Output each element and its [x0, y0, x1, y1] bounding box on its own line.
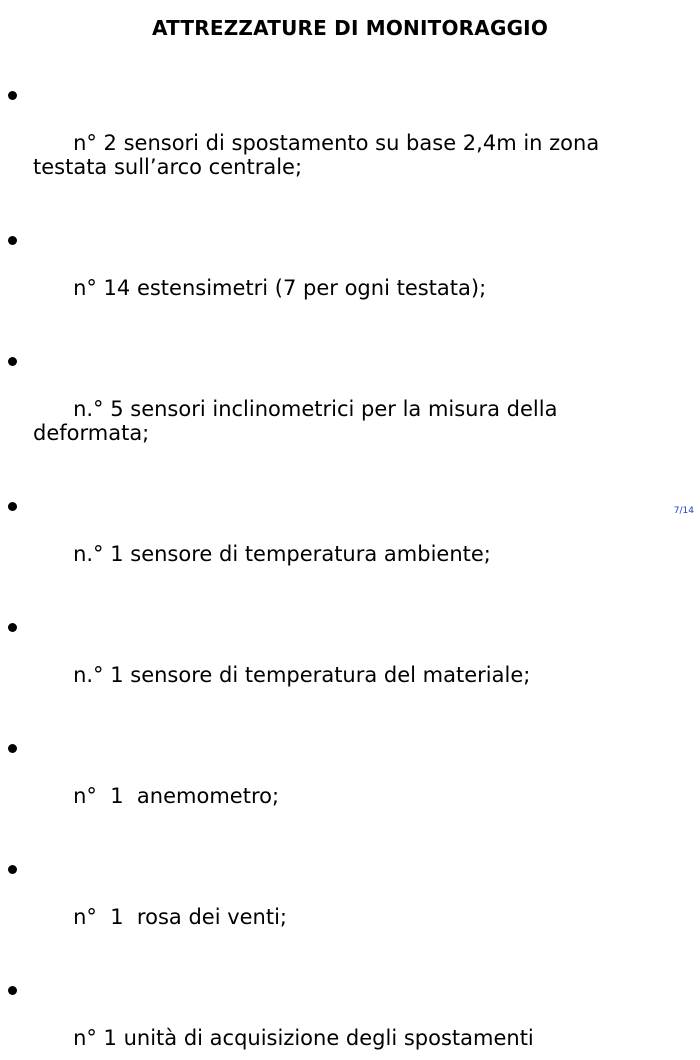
list-item-text: n° 1 anemometro; [73, 784, 280, 808]
list-item [0, 978, 700, 1060]
bullet-dot-icon [8, 623, 17, 632]
bullet-list [0, 83, 700, 1060]
list-item-text: n.° 1 sensore di temperatura ambiente; [73, 542, 491, 566]
list-item-text: n° 1 unità di acquisizione degli spostamenti [73, 1026, 534, 1050]
bullet-dot-icon [8, 236, 17, 245]
bullet-dot-icon [8, 91, 17, 100]
list-item [0, 349, 700, 469]
list-item [0, 228, 700, 324]
list-item-text: n.° 5 sensori inclinometrici per la misura della deformata; [33, 397, 565, 445]
list-item [0, 615, 700, 711]
list-item [0, 494, 700, 590]
list-item-text: n° 1 rosa dei venti; [73, 905, 287, 929]
bullet-dot-icon [8, 865, 17, 874]
list-item-text: n° 2 sensori di spostamento su base 2,4m in zona testata sull’arco centrale; [33, 131, 606, 179]
slide-title: ATTREZZATURE DI MONITORAGGIO [151, 16, 549, 40]
bullet-dot-icon [8, 357, 17, 366]
list-item-text: n.° 1 sensore di temperatura del materiale; [73, 663, 531, 687]
list-item-text: n° 14 estensimetri (7 per ogni testata); [73, 276, 487, 300]
page-number: 7/14 [673, 506, 694, 516]
bullet-dot-icon [8, 502, 17, 511]
list-item [0, 83, 700, 203]
list-item [0, 736, 700, 832]
bullet-dot-icon [8, 744, 17, 753]
bullet-dot-icon [8, 986, 17, 995]
list-item [0, 857, 700, 953]
